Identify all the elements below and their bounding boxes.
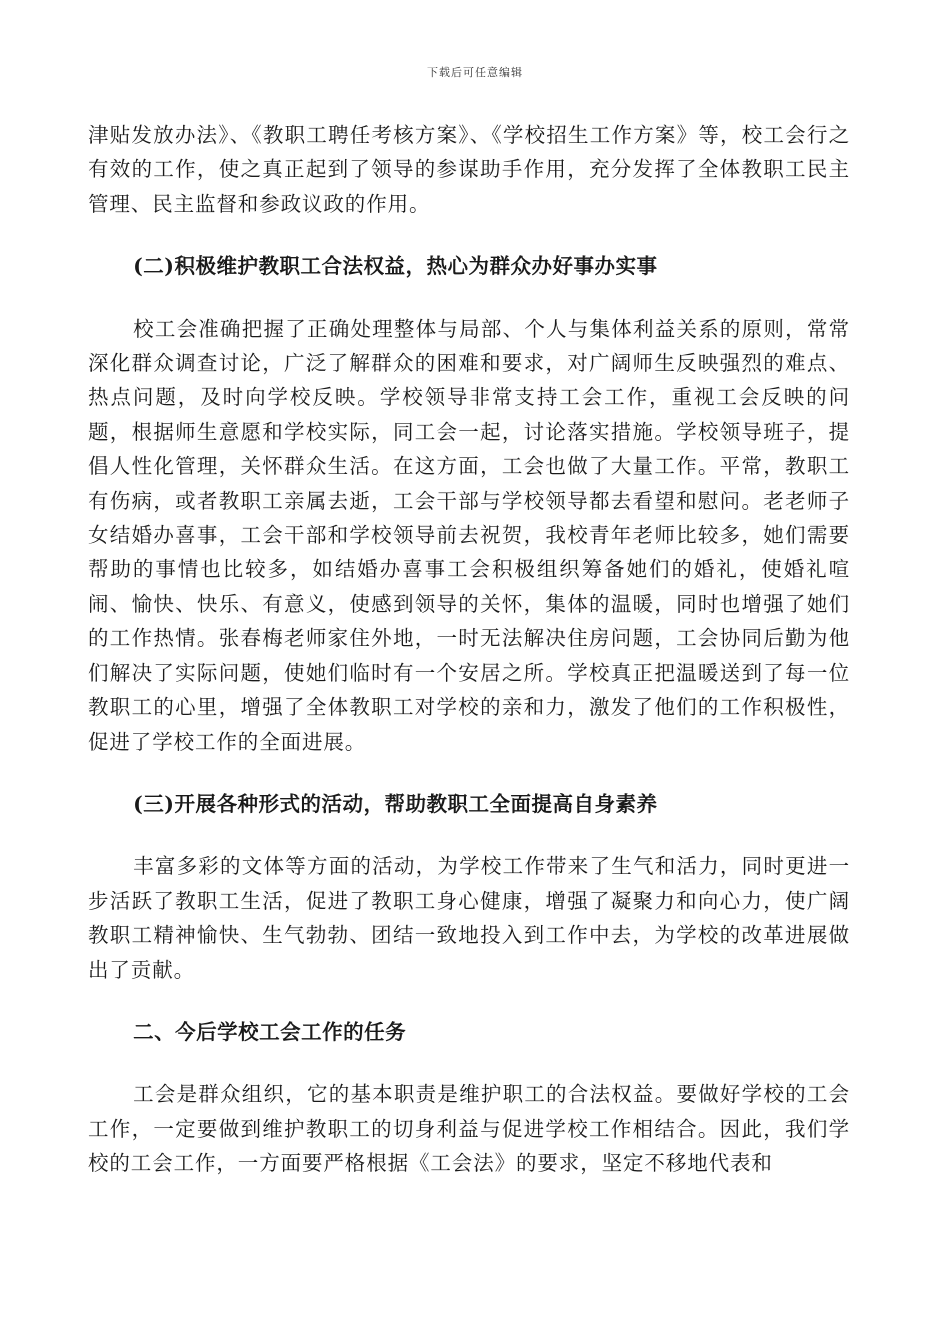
section-heading-3: (三)开展各种形式的活动，帮助教职工全面提高自身素养 [133, 791, 658, 816]
section-heading-future-tasks: 二、今后学校工会工作的任务 [133, 1019, 407, 1044]
document-body [88, 118, 850, 1181]
paragraph-activities: 丰富多彩的文体等方面的活动，为学校工作带来了生气和活力，同时更进一步活跃了教职工生活，促进了教职工身心健康，增强了凝聚力和向心力，使广阔教职工精神愉快、生气勃勃、团结一致地投入到工作中去，为学校的改革进展做出了贡献。 [88, 854, 850, 982]
page-header: 下载后可任意编辑 [427, 66, 523, 79]
paragraph-union-rights: 校工会准确把握了正确处理整体与局部、个人与集体利益关系的原则，常常深化群众调查讨论，广泛了解群众的困难和要求，对广阔师生反映强烈的难点、热点问题，及时向学校反映。学校领导非常支持工会工作，重视工会反映的问题，根据师生意愿和学校实际，同工会一起，讨论落实措施。学校领导班子，提倡人性化管理，关怀群众生活。在这方面，工会也做了大量工作。平常，教职工有伤病，或者教职工亲属去逝，工会干部与学校领导都去看望和慰问。老老师子女结婚办喜事，工会干部和学校领导前去祝贺，我校青年老师比较多，她们需要帮助的事情也比较多，如结婚办喜事工会积极组织筹备她们的婚礼，使婚礼喧闹、愉快、快乐、有意义，使感到领导的关怀，集体的温暖，同时也增强了她们的工作热情。张春梅老师家住外地，一时无法解决住房问题，工会协同后勤为他们解决了实际问题，使她们临时有一个安居之所。学校真正把温暖送到了每一位教职工的心里，增强了全体教职工对学校的亲和力，激发了他们的工作积极性，促进了学校工作的全面进展。 [88, 316, 850, 754]
section-heading-2: (二)积极维护教职工合法权益，热心为群众办好事办实事 [133, 254, 658, 279]
paragraph-union-duties: 工会是群众组织，它的基本职责是维护职工的合法权益。要做好学校的工会工作，一定要做到维护教职工的切身利益与促进学校工作相结合。因此，我们学校的工会工作，一方面要严格根据《工会法》的要求，坚定不移地代表和 [88, 1082, 850, 1176]
paragraph-continuation: 津贴发放办法》、《教职工聘任考核方案》、《学校招生工作方案》等，校工会行之有效的工作，使之真正起到了领导的参谋助手作用，充分发挥了全体教职工民主管理、民主监督和参政议政的作用。 [88, 123, 850, 216]
